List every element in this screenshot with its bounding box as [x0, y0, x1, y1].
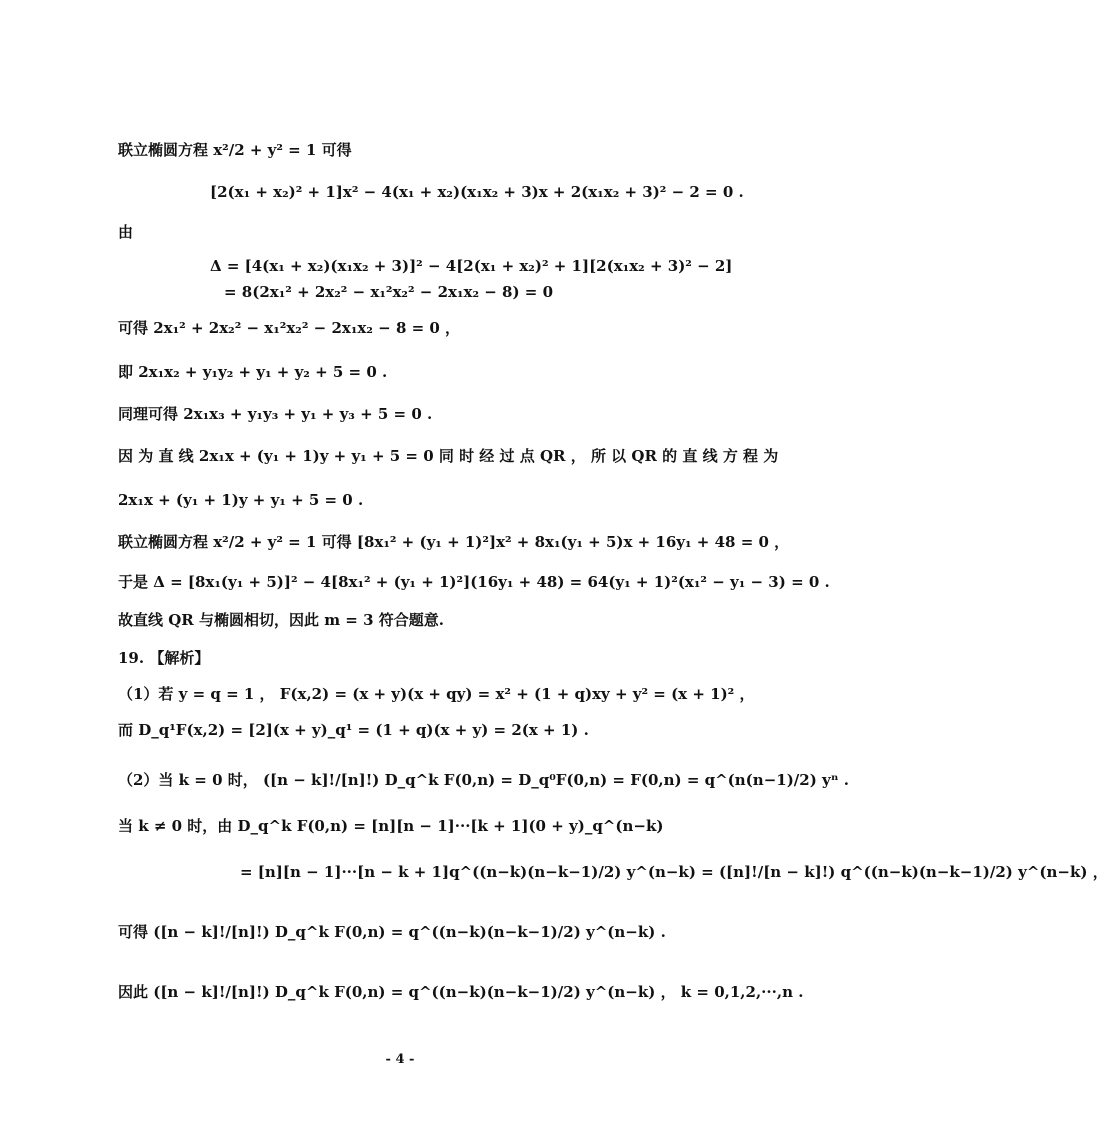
text-line-15: （1）若 y = q = 1 ， F(x,2) = (x + y)(x + qy) = x² + (1 + q)xy + y² = (x + 1)² ，: [118, 685, 755, 703]
equation-line-19: = [n][n − 1]···[n − k + 1]q^((n−k)(n−k−1)/2) y^(n−k) = ([n]!/[n − k]!) q^((n−k)(n−k−1)/2) y^(n−k) ，: [240, 863, 1108, 881]
equation-line-2: [2(x₁ + x₂)² + 1]x² − 4(x₁ + x₂)(x₁x₂ + 3)x + 2(x₁x₂ + 3)² − 2 = 0 .: [210, 183, 744, 201]
text-line-12: 于是 Δ = [8x₁(y₁ + 5)]² − 4[8x₁² + (y₁ + 1)²](16y₁ + 48) = 64(y₁ + 1)²(x₁² − y₁ − 3) = 0 .: [118, 573, 830, 591]
text-line-3: 由: [118, 223, 134, 241]
page-number: - 4 -: [385, 1052, 415, 1067]
text-line-16: 而 D_q¹F(x,2) = [2](x + y)_q¹ = (1 + q)(x + y) = 2(x + 1) .: [118, 721, 589, 739]
text-line-10: 2x₁x + (y₁ + 1)y + y₁ + 5 = 0 .: [118, 491, 364, 509]
text-line-17: （2）当 k = 0 时， ([n − k]!/[n]!) D_q^k F(0,n) = D_q⁰F(0,n) = F(0,n) = q^(n(n−1)/2) yⁿ .: [118, 771, 849, 789]
text-line-21: 因此 ([n − k]!/[n]!) D_q^k F(0,n) = q^((n−k)(n−k−1)/2) y^(n−k) ， k = 0,1,2,···,n .: [118, 983, 804, 1001]
text-line-1: 联立椭圆方程 x²/2 + y² = 1 可得: [118, 141, 352, 159]
text-line-11: 联立椭圆方程 x²/2 + y² = 1 可得 [8x₁² + (y₁ + 1)²]x² + 8x₁(y₁ + 5)x + 16y₁ + 48 = 0 ，: [118, 533, 790, 551]
equation-line-5: = 8(2x₁² + 2x₂² − x₁²x₂² − 2x₁x₂ − 8) = 0: [224, 283, 554, 301]
text-line-6: 可得 2x₁² + 2x₂² − x₁²x₂² − 2x₁x₂ − 8 = 0 ，: [118, 319, 461, 337]
text-line-13: 故直线 QR 与椭圆相切，因此 m = 3 符合题意.: [118, 611, 444, 629]
equation-line-4: Δ = [4(x₁ + x₂)(x₁x₂ + 3)]² − 4[2(x₁ + x₂)² + 1][2(x₁x₂ + 3)² − 2]: [210, 257, 733, 275]
text-line-8: 同理可得 2x₁x₃ + y₁y₃ + y₁ + y₃ + 5 = 0 .: [118, 405, 433, 423]
text-line-20: 可得 ([n − k]!/[n]!) D_q^k F(0,n) = q^((n−k)(n−k−1)/2) y^(n−k) .: [118, 923, 666, 941]
text-line-9: 因 为 直 线 2x₁x + (y₁ + 1)y + y₁ + 5 = 0 同 时 经 过 点 QR ， 所 以 QR 的 直 线 方 程 为: [118, 447, 779, 465]
text-line-18: 当 k ≠ 0 时，由 D_q^k F(0,n) = [n][n − 1]···[k + 1](0 + y)_q^(n−k): [118, 817, 664, 835]
section-heading-19: 19. 【解析】: [118, 649, 210, 667]
text-line-7: 即 2x₁x₂ + y₁y₂ + y₁ + y₂ + 5 = 0 .: [118, 363, 388, 381]
